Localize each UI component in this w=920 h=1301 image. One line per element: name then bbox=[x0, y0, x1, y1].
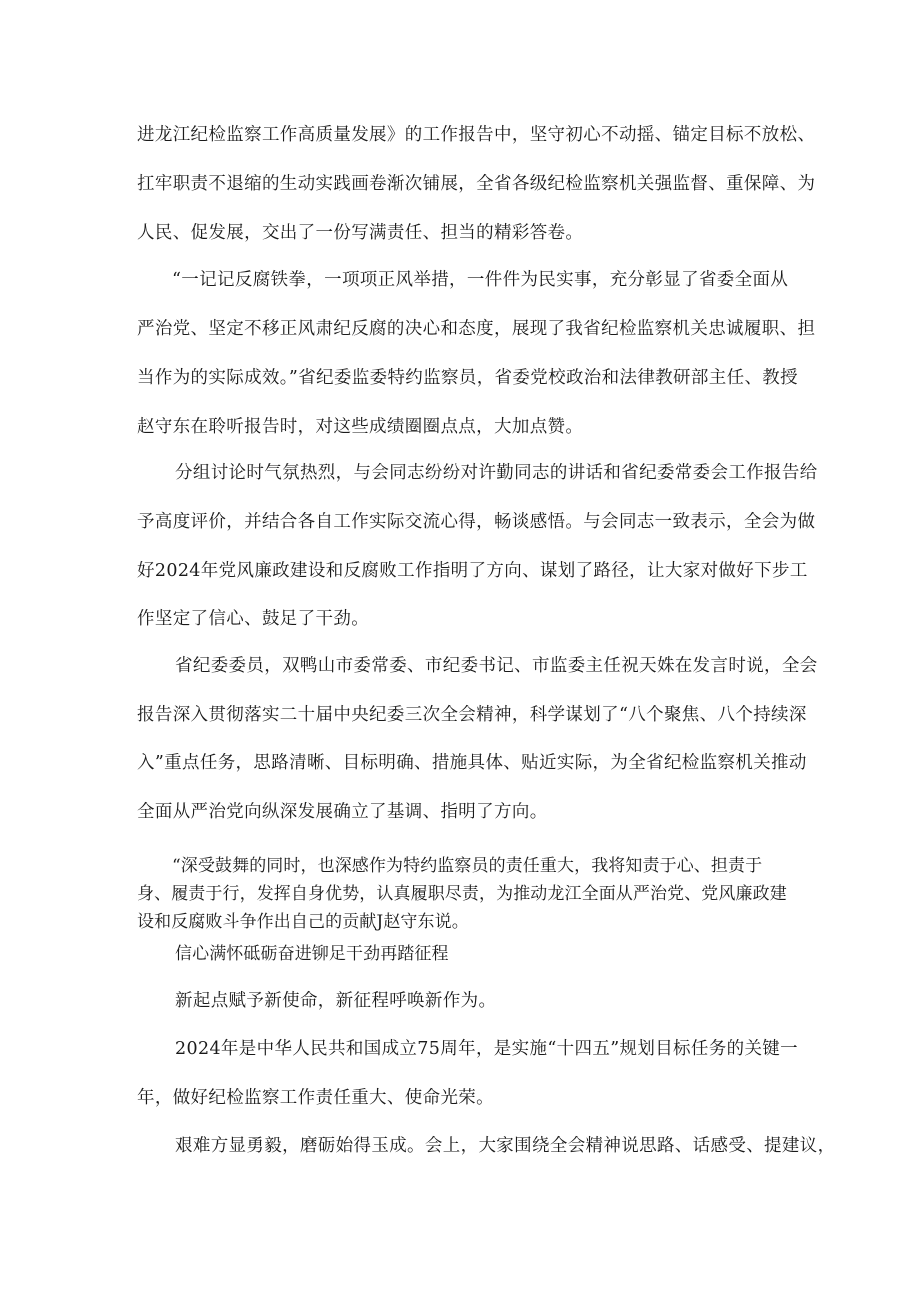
body-text-line: 全面从严治党向纵深发展确立了基调、指明了方向。 bbox=[137, 802, 548, 822]
body-text-line: 严治党、坚定不移正风肃纪反腐的决心和态度，展现了我省纪检监察机关忠诚履职、担 bbox=[137, 319, 816, 339]
body-text-line: 赵守东在聆听报告时，对这些成绩圈圈点点，大加点赞。 bbox=[137, 417, 584, 437]
body-text-line: 年，做好纪检监察工作责任重大、使命光荣。 bbox=[137, 1088, 494, 1108]
body-text-line: “深受鼓舞的同时，也深感作为特约监察员的责任重大，我将知责于心、担责于 bbox=[172, 856, 763, 876]
section-heading: 信心满怀砥砺奋进铆足干劲再踏征程 bbox=[175, 944, 449, 964]
body-text-line: 作坚定了信心、鼓足了干劲。 bbox=[137, 609, 370, 629]
body-text-line: 人民、促发展，交出了一份写满责任、担当的精彩答卷。 bbox=[137, 223, 584, 243]
body-text-line: 扛牢职责不退缩的生动实践画卷渐次铺展，全省各级纪检监察机关强监督、重保障、为 bbox=[137, 174, 816, 194]
body-text-line: 当作为的实际成效。”省纪委监委特约监察员，省委党校政治和法律教研部主任、教授 bbox=[137, 368, 798, 388]
body-text-line: 好2024年党风廉政建设和反腐败工作指明了方向、谋划了路径，让大家对做好下步工 bbox=[137, 561, 808, 581]
body-text-line: 设和反腐败斗争作出自己的贡献J赵守东说。 bbox=[137, 912, 469, 932]
body-text-line: “一记记反腐铁拳，一项项正风举措，一件件为民实事，充分彰显了省委全面从 bbox=[172, 270, 789, 290]
body-text-line: 新起点赋予新使命，新征程呼唤新作为。 bbox=[175, 991, 497, 1011]
body-text-line: 艰难方显勇毅，磨砺始得玉成。会上，大家围绕全会精神说思路、话感受、提建议， bbox=[175, 1136, 836, 1156]
body-text-line: 分组讨论时气氛热烈，与会同志纷纷对许勤同志的讲话和省纪委常委会工作报告给 bbox=[175, 463, 818, 483]
body-text-line: 省纪委委员，双鸭山市委常委、市纪委书记、市监委主任祝天姝在发言时说，全会 bbox=[175, 656, 818, 676]
body-text-line: 入”重点任务，思路清晰、目标明确、措施具体、贴近实际，为全省纪检监察机关推动 bbox=[137, 753, 807, 773]
body-text-line: 进龙江纪检监察工作高质量发展》的工作报告中，坚守初心不动摇、锚定目标不放松、 bbox=[137, 125, 816, 145]
body-text-line: 身、履责于行，发挥自身优势，认真履职尽责，为推动龙江全面从严治党、党风廉政建 bbox=[137, 884, 787, 904]
body-text-line: 2024年是中华人民共和国成立75周年，是实施“十四五”规划目标任务的关键一 bbox=[175, 1039, 798, 1059]
body-text-line: 予高度评价，并结合各自工作实际交流心得，畅谈感悟。与会同志一致表示，全会为做 bbox=[137, 512, 816, 532]
body-text-line: 报告深入贯彻落实二十届中央纪委三次全会精神，科学谋划了“八个聚焦、八个持续深 bbox=[137, 705, 807, 725]
